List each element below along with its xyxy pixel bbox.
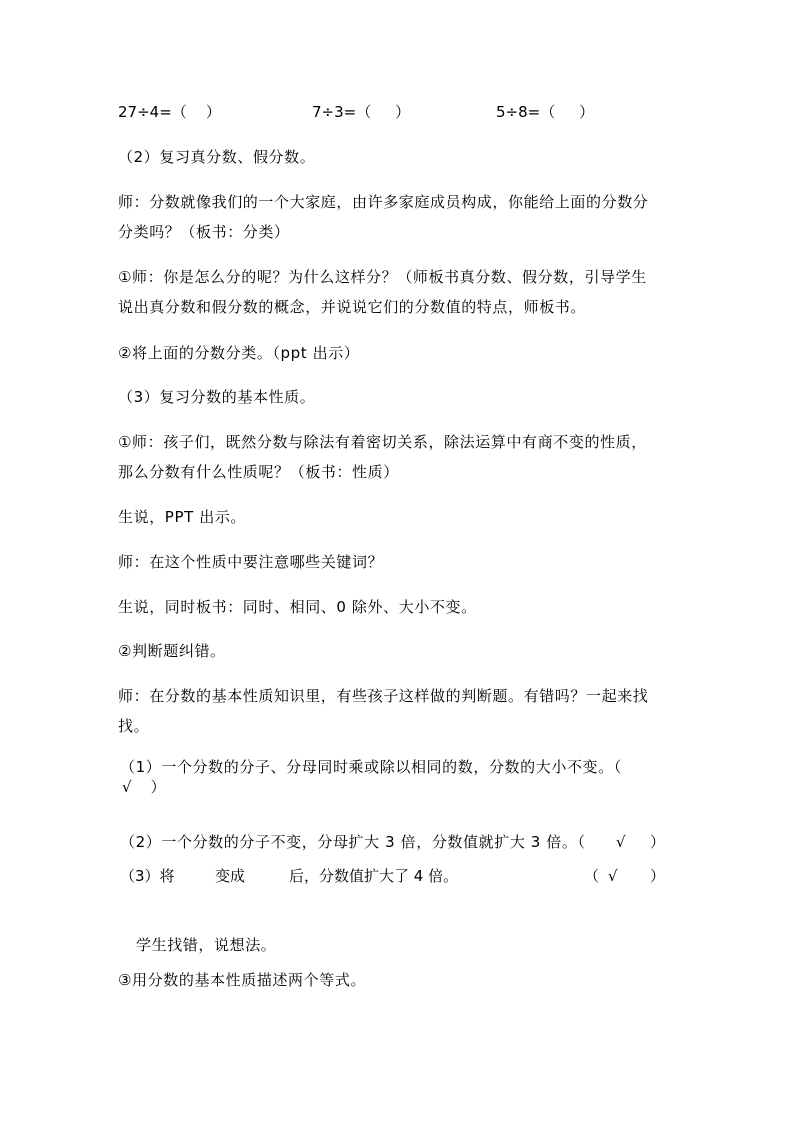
equation-7-div-3: 7÷3=（ ） — [312, 103, 411, 121]
paragraph-line: ③用分数的基本性质描述两个等式。 — [118, 971, 367, 989]
paragraph-line: 师：分数就像我们的一个大家庭，由许多家庭成员构成，你能给上面的分数分 — [118, 193, 649, 211]
judgment-item-2-check: √ — [616, 833, 626, 851]
judgment-item-3-open: （ — [584, 867, 600, 885]
judgment-item-1-answer: √ ） — [122, 778, 166, 796]
section-heading-basic-property: （3）复习分数的基本性质。 — [118, 388, 316, 406]
judgment-item-2: （2）一个分数的分子不变，分母扩大 3 倍，分数值就扩大 3 倍。（ — [120, 833, 586, 851]
paragraph-line: 生说，同时板书：同时、相同、0 除外、大小不变。 — [118, 598, 477, 616]
section-heading-proper-improper: （2）复习真分数、假分数。 — [118, 148, 316, 166]
paragraph-line: 那么分数有什么性质呢？（板书：性质） — [118, 463, 399, 481]
equation-27-div-4: 27÷4=（ ） — [118, 103, 221, 121]
paragraph-line: ①师：孩子们，既然分数与除法有着密切关系，除法运算中有商不变的性质， — [118, 433, 647, 451]
paragraph-line: 说出真分数和假分数的概念，并说说它们的分数值的特点，师板书。 — [118, 298, 587, 316]
paragraph-line: 师：在这个性质中要注意哪些关键词？ — [118, 553, 384, 571]
paragraph-line: 学生找错，说想法。 — [136, 936, 277, 954]
paragraph-line: 找。 — [118, 717, 150, 735]
paragraph-line: 师：在分数的基本性质知识里，有些孩子这样做的判断题。有错吗？一起来找 — [118, 687, 649, 705]
paragraph-line: ①师：你是怎么分的呢？为什么这样分？（师板书真分数、假分数，引导学生 — [118, 268, 647, 286]
judgment-item-3-middle: 变成 — [215, 867, 246, 885]
paragraph-line: 分类吗？（板书：分类） — [118, 223, 290, 241]
paragraph-line: ②将上面的分数分类。（ppt 出示） — [118, 344, 360, 362]
judgment-item-1: （1）一个分数的分子、分母同时乘或除以相同的数，分数的大小不变。（ — [120, 758, 622, 776]
judgment-item-2-close: ） — [650, 833, 666, 851]
judgment-item-3-check: √ — [608, 867, 618, 885]
paragraph-line: 生说，PPT 出示。 — [118, 508, 247, 526]
equation-5-div-8: 5÷8=（ ） — [496, 103, 595, 121]
judgment-item-3-prefix: （3）将 — [120, 867, 175, 885]
judgment-item-3-close: ） — [650, 867, 666, 885]
paragraph-line: ②判断题纠错。 — [118, 642, 226, 660]
judgment-item-3-suffix: 后，分数值扩大了 4 倍。 — [289, 867, 459, 885]
